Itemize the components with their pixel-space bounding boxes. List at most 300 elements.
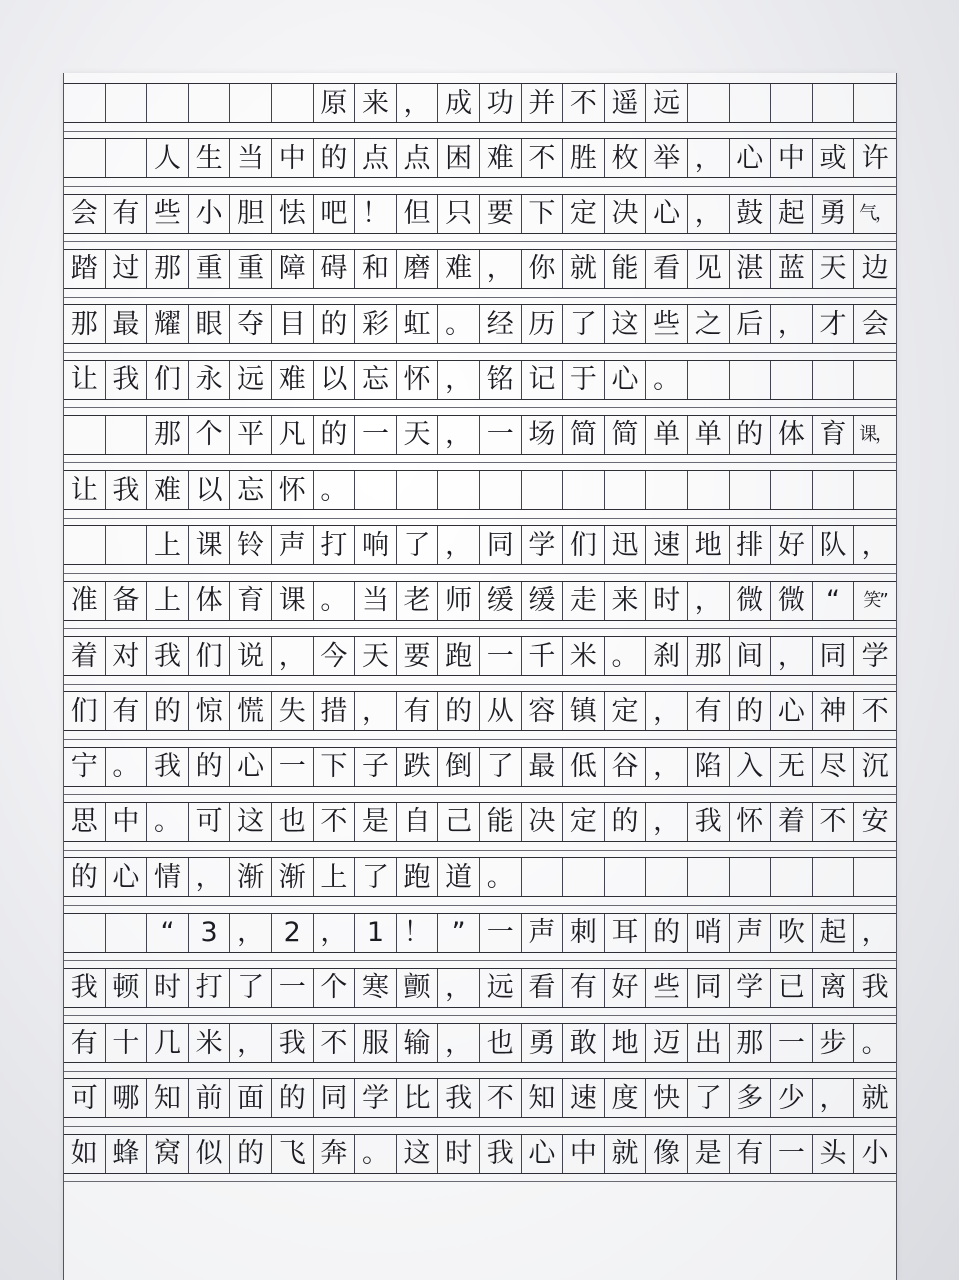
grid-cell: 安 xyxy=(861,806,889,838)
grid-cell: 耳 xyxy=(605,914,647,952)
grid-cell: 子 xyxy=(355,748,397,786)
row-gap-rule xyxy=(64,960,896,961)
grid-cell: 快 xyxy=(646,1079,688,1117)
grid-cell: 2 xyxy=(272,914,314,952)
grid-cell: 度 xyxy=(605,1079,647,1117)
grid-cell: 就 xyxy=(563,250,605,288)
essay-line-row xyxy=(64,968,896,1008)
grid-cell: 下 xyxy=(522,195,564,233)
grid-cell: 心 xyxy=(646,195,688,233)
grid-cell: 来 xyxy=(605,582,647,620)
grid-cell: 育 xyxy=(813,416,855,454)
essay-line-row xyxy=(64,691,896,731)
grid-cell: 着 xyxy=(771,803,813,841)
grid-cell: 目 xyxy=(272,305,314,343)
grid-cell: 对 xyxy=(106,637,148,675)
grid-cell: 举 xyxy=(646,139,688,177)
grid-cell: 场 xyxy=(522,416,564,454)
grid-cell: “ xyxy=(147,914,189,952)
grid-cell: 的 xyxy=(314,416,356,454)
grid-cell: 我 xyxy=(106,471,148,509)
grid-cell: 重 xyxy=(230,250,272,288)
grid-cell: 刹 xyxy=(646,637,688,675)
grid-cell xyxy=(688,471,730,509)
grid-cell: 学 xyxy=(522,526,564,564)
grid-cell: 镇 xyxy=(563,692,605,730)
grid-cell: ， xyxy=(397,84,439,122)
grid-cell: 耀 xyxy=(147,305,189,343)
grid-cell: 时 xyxy=(147,969,189,1007)
grid-cell: 跌 xyxy=(397,748,439,786)
grid-cell: 让 xyxy=(64,471,106,509)
grid-cell: 。 xyxy=(861,1027,889,1059)
grid-cell: 的 xyxy=(314,139,356,177)
grid-cell: 不 xyxy=(314,1024,356,1062)
grid-cell: 飞 xyxy=(272,1135,314,1173)
grid-cell: 胆 xyxy=(230,195,272,233)
grid-cell: 寒 xyxy=(355,969,397,1007)
grid-cell: 会 xyxy=(64,195,106,233)
grid-cell: ， xyxy=(646,692,688,730)
row-gap-rule xyxy=(64,850,896,851)
grid-cell: 学 xyxy=(730,969,772,1007)
grid-cell: 障 xyxy=(272,250,314,288)
grid-cell: 枚 xyxy=(605,139,647,177)
essay-line-row xyxy=(64,913,896,953)
grid-cell: 忘 xyxy=(355,361,397,399)
grid-cell: 似 xyxy=(189,1135,231,1173)
grid-cell: 一 xyxy=(272,969,314,1007)
grid-cell: 我 xyxy=(147,637,189,675)
grid-cell: ， xyxy=(355,692,397,730)
grid-cell: ， xyxy=(314,914,356,952)
grid-cell: 比 xyxy=(397,1079,439,1117)
grid-cell: 多 xyxy=(730,1079,772,1117)
essay-line-row xyxy=(64,415,896,455)
row-gap-rule xyxy=(64,573,896,574)
grid-cell: 简 xyxy=(563,416,605,454)
grid-cell: ， xyxy=(771,305,813,343)
grid-cell: 渐 xyxy=(272,858,314,896)
grid-cell: 心 xyxy=(106,858,148,896)
grid-cell: 。 xyxy=(438,305,480,343)
grid-cell: 不 xyxy=(314,803,356,841)
grid-cell: 的 xyxy=(646,914,688,952)
grid-cell: 那 xyxy=(730,1024,772,1062)
grid-cell: 小 xyxy=(861,1138,889,1170)
grid-cell: 要 xyxy=(480,195,522,233)
grid-cell: 些 xyxy=(646,305,688,343)
grid-cell: 声 xyxy=(272,526,314,564)
grid-cell: 远 xyxy=(230,361,272,399)
grid-cell: 那 xyxy=(64,305,106,343)
grid-cell xyxy=(730,84,772,122)
grid-cell: 的 xyxy=(730,692,772,730)
grid-cell: 刺 xyxy=(563,914,605,952)
grid-cell: 人 xyxy=(147,139,189,177)
grid-cell: 。 xyxy=(106,748,148,786)
grid-cell: 一 xyxy=(272,748,314,786)
grid-cell: 了 xyxy=(480,748,522,786)
grid-cell: 或 xyxy=(813,139,855,177)
grid-cell xyxy=(813,858,855,896)
grid-cell: 体 xyxy=(771,416,813,454)
grid-cell: 心 xyxy=(230,748,272,786)
grid-cell xyxy=(688,84,730,122)
grid-cell xyxy=(480,471,522,509)
grid-cell: 也 xyxy=(480,1024,522,1062)
grid-cell: 的 xyxy=(147,692,189,730)
grid-cell: 少 xyxy=(771,1079,813,1117)
grid-cell xyxy=(771,361,813,399)
grid-cell: 铭 xyxy=(480,361,522,399)
grid-cell: 远 xyxy=(480,969,522,1007)
grid-cell xyxy=(730,471,772,509)
grid-cell: 迈 xyxy=(646,1024,688,1062)
grid-cell: 怀 xyxy=(272,471,314,509)
grid-cell xyxy=(771,471,813,509)
grid-cell: 思 xyxy=(64,803,106,841)
grid-cell: 我 xyxy=(272,1024,314,1062)
grid-cell: 地 xyxy=(688,526,730,564)
grid-cell: 上 xyxy=(147,526,189,564)
grid-cell: 是 xyxy=(688,1135,730,1173)
grid-cell: 上 xyxy=(147,582,189,620)
grid-cell: 夺 xyxy=(230,305,272,343)
grid-cell: 难 xyxy=(480,139,522,177)
grid-cell: 米 xyxy=(189,1024,231,1062)
grid-cell: 我 xyxy=(480,1135,522,1173)
grid-cell: 胜 xyxy=(563,139,605,177)
grid-cell: 一 xyxy=(771,1135,813,1173)
grid-cell: ， xyxy=(438,1024,480,1062)
grid-cell: 我 xyxy=(438,1079,480,1117)
grid-cell xyxy=(106,914,148,952)
grid-cell: 起 xyxy=(813,914,855,952)
grid-cell: ， xyxy=(189,858,231,896)
grid-cell: 像 xyxy=(646,1135,688,1173)
grid-cell: 就 xyxy=(605,1135,647,1173)
grid-cell: 以 xyxy=(314,361,356,399)
grid-cell: 容 xyxy=(522,692,564,730)
grid-cell: 之 xyxy=(688,305,730,343)
grid-cell: 好 xyxy=(605,969,647,1007)
grid-cell: 神 xyxy=(813,692,855,730)
grid-cell: 哪 xyxy=(106,1079,148,1117)
grid-cell: 失 xyxy=(272,692,314,730)
grid-cell xyxy=(854,361,896,399)
grid-cell: 这 xyxy=(230,803,272,841)
grid-cell: ， xyxy=(230,914,272,952)
grid-cell: 吹 xyxy=(771,914,813,952)
row-gap-rule xyxy=(64,407,896,408)
grid-cell: 点 xyxy=(355,139,397,177)
essay-line-row xyxy=(64,194,896,234)
grid-cell: 了 xyxy=(230,969,272,1007)
grid-cell: 响 xyxy=(355,526,397,564)
grid-cell: ， xyxy=(861,917,889,948)
composition-grid-paper xyxy=(63,73,897,1280)
grid-cell: 可 xyxy=(189,803,231,841)
grid-cell: 微 xyxy=(730,582,772,620)
grid-cell: 窝 xyxy=(147,1135,189,1173)
grid-cell: 最 xyxy=(106,305,148,343)
grid-cell: 有 xyxy=(397,692,439,730)
grid-cell: 学 xyxy=(355,1079,397,1117)
row-gap-rule xyxy=(64,905,896,906)
grid-cell: 磨 xyxy=(397,250,439,288)
grid-cell: 准 xyxy=(64,582,106,620)
grid-cell: 师 xyxy=(438,582,480,620)
grid-cell: 打 xyxy=(189,969,231,1007)
grid-cell: 也 xyxy=(272,803,314,841)
grid-cell: 一 xyxy=(480,416,522,454)
row-gap-rule xyxy=(64,1126,896,1127)
grid-cell: 单 xyxy=(688,416,730,454)
grid-cell: 简 xyxy=(605,416,647,454)
grid-cell: 说 xyxy=(230,637,272,675)
grid-cell: 奔 xyxy=(314,1135,356,1173)
grid-cell: 宁 xyxy=(64,748,106,786)
grid-cell: 吧 xyxy=(314,195,356,233)
grid-cell: 倒 xyxy=(438,748,480,786)
grid-cell: 当 xyxy=(230,139,272,177)
grid-cell: 有 xyxy=(688,692,730,730)
grid-cell: 尽 xyxy=(813,748,855,786)
grid-cell xyxy=(771,84,813,122)
grid-cell: 天 xyxy=(397,416,439,454)
grid-cell: 了 xyxy=(563,305,605,343)
grid-cell: 迅 xyxy=(605,526,647,564)
grid-cell: 的 xyxy=(272,1079,314,1117)
row-gap-rule xyxy=(64,739,896,740)
grid-cell xyxy=(688,858,730,896)
grid-cell: 不 xyxy=(480,1079,522,1117)
row-gap-rule xyxy=(64,131,896,132)
grid-cell: 的 xyxy=(230,1135,272,1173)
grid-cell xyxy=(605,471,647,509)
grid-cell: 敢 xyxy=(563,1024,605,1062)
grid-cell xyxy=(854,858,896,896)
grid-cell: 道 xyxy=(438,858,480,896)
grid-cell: 怀 xyxy=(730,803,772,841)
grid-cell xyxy=(147,84,189,122)
grid-cell: 中 xyxy=(106,803,148,841)
grid-cell xyxy=(64,914,106,952)
grid-cell xyxy=(272,84,314,122)
grid-cell: 3 xyxy=(189,914,231,952)
grid-cell: 情 xyxy=(147,858,189,896)
grid-cell: 难 xyxy=(438,250,480,288)
grid-cell: 并 xyxy=(522,84,564,122)
grid-cell xyxy=(522,858,564,896)
grid-cell: 于 xyxy=(563,361,605,399)
grid-cell: 我 xyxy=(688,803,730,841)
grid-cell: 自 xyxy=(397,803,439,841)
grid-cell: 队 xyxy=(813,526,855,564)
grid-cell: 们 xyxy=(563,526,605,564)
grid-cell xyxy=(106,416,148,454)
grid-cell: 有 xyxy=(106,195,148,233)
grid-cell: 课 xyxy=(272,582,314,620)
grid-cell: 平 xyxy=(230,416,272,454)
essay-line-row xyxy=(64,249,896,289)
grid-cell: 时 xyxy=(646,582,688,620)
grid-cell: 几 xyxy=(147,1024,189,1062)
grid-cell: 远 xyxy=(646,84,688,122)
row-gap-rule xyxy=(64,628,896,629)
grid-cell: 成 xyxy=(438,84,480,122)
grid-cell: 下 xyxy=(314,748,356,786)
grid-cell: ， xyxy=(272,637,314,675)
row-gap-rule xyxy=(64,518,896,519)
grid-cell: 速 xyxy=(563,1079,605,1117)
grid-cell: 。 xyxy=(605,637,647,675)
row-gap-rule xyxy=(64,1071,896,1072)
grid-cell: 课， xyxy=(859,423,892,445)
grid-cell: 惊 xyxy=(189,692,231,730)
grid-cell: 些 xyxy=(646,969,688,1007)
grid-cell: 定 xyxy=(605,692,647,730)
grid-cell: 十 xyxy=(106,1024,148,1062)
grid-cell: 见 xyxy=(688,250,730,288)
grid-cell xyxy=(64,84,106,122)
grid-cell: “ xyxy=(813,582,855,620)
grid-cell: 沉 xyxy=(861,751,889,783)
grid-cell: ， xyxy=(771,637,813,675)
grid-cell: 中 xyxy=(563,1135,605,1173)
grid-cell: 勇 xyxy=(813,195,855,233)
grid-cell: 困 xyxy=(438,139,480,177)
grid-cell: 输 xyxy=(397,1024,439,1062)
grid-cell: 湛 xyxy=(730,250,772,288)
grid-cell: 。 xyxy=(314,582,356,620)
grid-cell: ！ xyxy=(397,914,439,952)
grid-cell: 缓 xyxy=(522,582,564,620)
grid-cell: 点 xyxy=(397,139,439,177)
grid-cell: 同 xyxy=(314,1079,356,1117)
grid-cell: 是 xyxy=(355,803,397,841)
grid-cell: 个 xyxy=(314,969,356,1007)
grid-cell: 时 xyxy=(438,1135,480,1173)
grid-cell: 有 xyxy=(730,1135,772,1173)
grid-cell: ， xyxy=(480,250,522,288)
grid-cell: 些 xyxy=(147,195,189,233)
grid-cell: 备 xyxy=(106,582,148,620)
grid-cell: 颤 xyxy=(397,969,439,1007)
grid-cell xyxy=(64,416,106,454)
grid-cell: 单 xyxy=(646,416,688,454)
grid-cell: 米 xyxy=(563,637,605,675)
grid-cell: 不 xyxy=(861,695,889,727)
grid-cell: 鼓 xyxy=(730,195,772,233)
grid-cell: 排 xyxy=(730,526,772,564)
grid-cell: 。 xyxy=(646,361,688,399)
grid-cell: 心 xyxy=(771,692,813,730)
grid-cell: 能 xyxy=(605,250,647,288)
grid-cell: 永 xyxy=(189,361,231,399)
grid-cell: ， xyxy=(230,1024,272,1062)
grid-cell: ， xyxy=(646,803,688,841)
grid-cell xyxy=(605,858,647,896)
grid-cell: 遥 xyxy=(605,84,647,122)
grid-cell: 过 xyxy=(106,250,148,288)
grid-cell: 缓 xyxy=(480,582,522,620)
grid-cell: 记 xyxy=(522,361,564,399)
grid-cell: 的 xyxy=(605,803,647,841)
grid-cell: 定 xyxy=(563,195,605,233)
grid-cell: 以 xyxy=(189,471,231,509)
grid-cell xyxy=(438,471,480,509)
grid-cell xyxy=(189,84,231,122)
grid-cell: 起 xyxy=(771,195,813,233)
grid-cell: 如 xyxy=(64,1135,106,1173)
grid-cell: 了 xyxy=(397,526,439,564)
grid-cell xyxy=(813,84,855,122)
grid-cell: 有 xyxy=(64,1024,106,1062)
grid-cell: 心 xyxy=(730,139,772,177)
grid-cell: 但 xyxy=(397,195,439,233)
grid-cell: 渐 xyxy=(230,858,272,896)
grid-cell: 一 xyxy=(480,637,522,675)
grid-cell: 勇 xyxy=(522,1024,564,1062)
grid-cell: 从 xyxy=(480,692,522,730)
grid-cell: 我 xyxy=(64,969,106,1007)
grid-cell: 怯 xyxy=(272,195,314,233)
grid-cell: 同 xyxy=(688,969,730,1007)
grid-cell: 个 xyxy=(189,416,231,454)
grid-cell xyxy=(522,471,564,509)
grid-cell: 会 xyxy=(861,308,889,340)
essay-line-row xyxy=(64,1134,896,1174)
grid-cell: 走 xyxy=(563,582,605,620)
essay-line-row xyxy=(64,470,896,510)
grid-cell: 无 xyxy=(771,748,813,786)
grid-cell: 离 xyxy=(813,969,855,1007)
grid-cell: ， xyxy=(646,748,688,786)
essay-line-row xyxy=(64,581,896,621)
grid-cell: 出 xyxy=(688,1024,730,1062)
grid-cell: 有 xyxy=(106,692,148,730)
grid-cell: 可 xyxy=(64,1079,106,1117)
grid-cell: 笑” xyxy=(863,589,887,611)
grid-cell: 的 xyxy=(730,416,772,454)
grid-cell: 间 xyxy=(730,637,772,675)
grid-cell: 一 xyxy=(771,1024,813,1062)
grid-cell: 彩 xyxy=(355,305,397,343)
grid-cell xyxy=(854,84,896,122)
grid-cell: 好 xyxy=(771,526,813,564)
grid-cell: 你 xyxy=(522,250,564,288)
essay-line-row xyxy=(64,138,896,178)
essay-line-row xyxy=(64,304,896,344)
grid-cell: 来 xyxy=(355,84,397,122)
grid-cell: ， xyxy=(438,526,480,564)
grid-cell: 跑 xyxy=(397,858,439,896)
grid-cell: 服 xyxy=(355,1024,397,1062)
grid-cell xyxy=(397,471,439,509)
essay-line-row xyxy=(64,1023,896,1063)
grid-cell xyxy=(854,471,896,509)
grid-cell: 凡 xyxy=(272,416,314,454)
grid-cell: 同 xyxy=(480,526,522,564)
grid-cell: 的 xyxy=(314,305,356,343)
essay-line-row xyxy=(64,1078,896,1118)
grid-cell: 和 xyxy=(355,250,397,288)
grid-cell: 打 xyxy=(314,526,356,564)
grid-cell xyxy=(355,471,397,509)
grid-cell xyxy=(688,361,730,399)
